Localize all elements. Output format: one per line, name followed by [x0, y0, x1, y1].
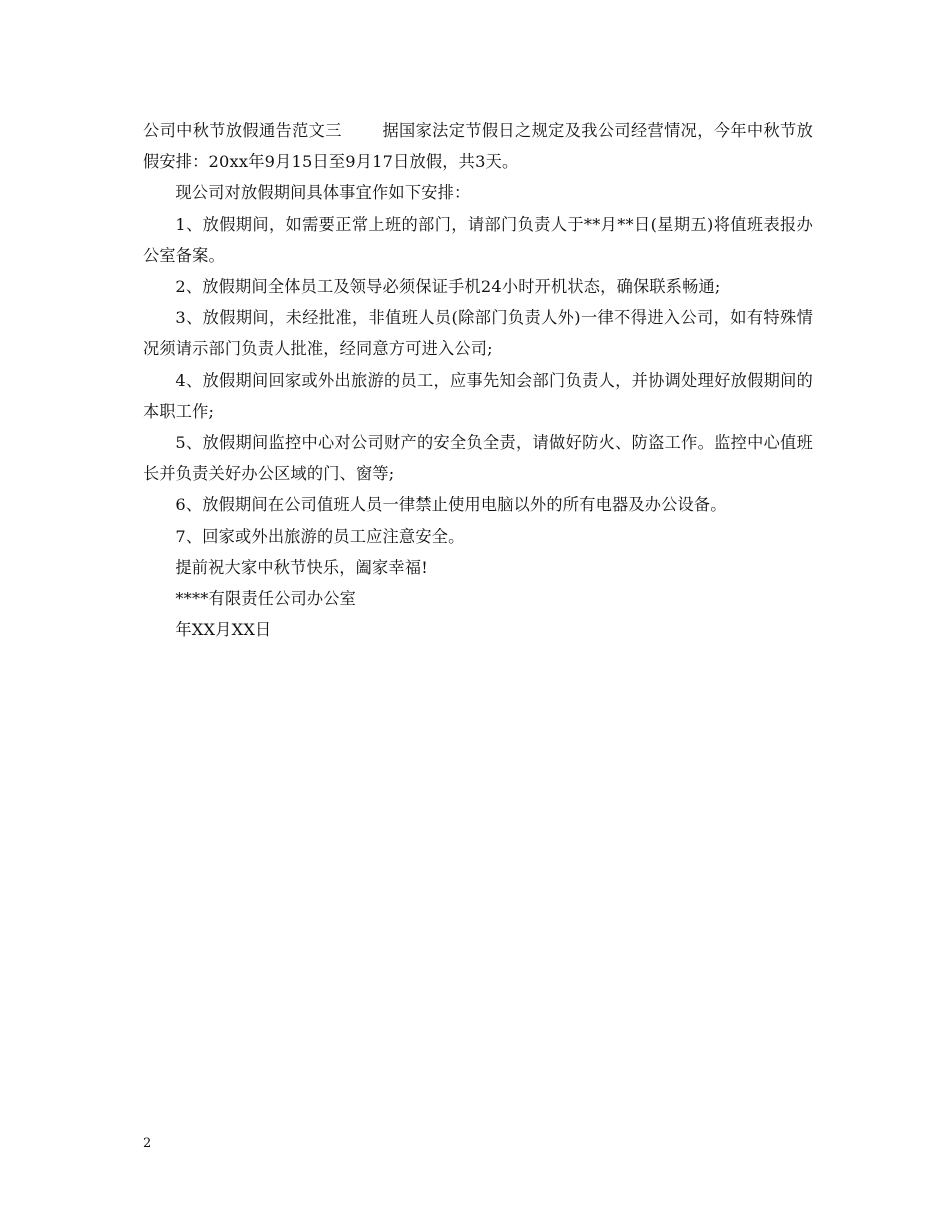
opening-paragraph	[143, 115, 813, 177]
document-body	[143, 115, 813, 645]
list-item: 5、放假期间监控中心对公司财产的安全负全责，请做好防火、防盗工作。监控中心值班长并负责关好办公区域的门、窗等;	[143, 433, 813, 484]
lead-paragraph: 现公司对放假期间具体事宜作如下安排：	[175, 183, 471, 203]
list-item: 4、放假期间回家或外出旅游的员工，应事先知会部门负责人，并协调处理好放假期间的本职工作;	[143, 370, 813, 421]
intro-text: 据国家法定节假日之规定及我公司经营情况，今年中秋节放假安排：20xx年9月15日至9月17日放假，共3天。	[143, 121, 813, 172]
list-item: 6、放假期间在公司值班人员一律禁止使用电脑以外的所有电器及办公设备。	[175, 495, 727, 515]
list-item: 2、放假期间全体员工及领导必须保证手机24小时开机状态，确保联系畅通;	[175, 277, 721, 297]
closing-paragraph: 提前祝大家中秋节快乐，阖家幸福!	[175, 557, 428, 577]
list-item: 1、放假期间，如需要正常上班的部门，请部门负责人于**月**日(星期五)将值班表报办公室备案。	[143, 214, 813, 265]
page-number: 2	[143, 1136, 152, 1151]
signature-line: ****有限责任公司办公室	[175, 589, 357, 609]
list-item: 7、回家或外出旅游的员工应注意安全。	[175, 526, 465, 546]
document-title: 公司中秋节放假通告范文三	[143, 121, 342, 140]
date-line: 年XX月XX日	[175, 620, 272, 640]
list-item: 3、放假期间，未经批准，非值班人员(除部门负责人外)一律不得进入公司，如有特殊情况须请示部门负责人批准，经同意方可进入公司;	[143, 308, 813, 359]
